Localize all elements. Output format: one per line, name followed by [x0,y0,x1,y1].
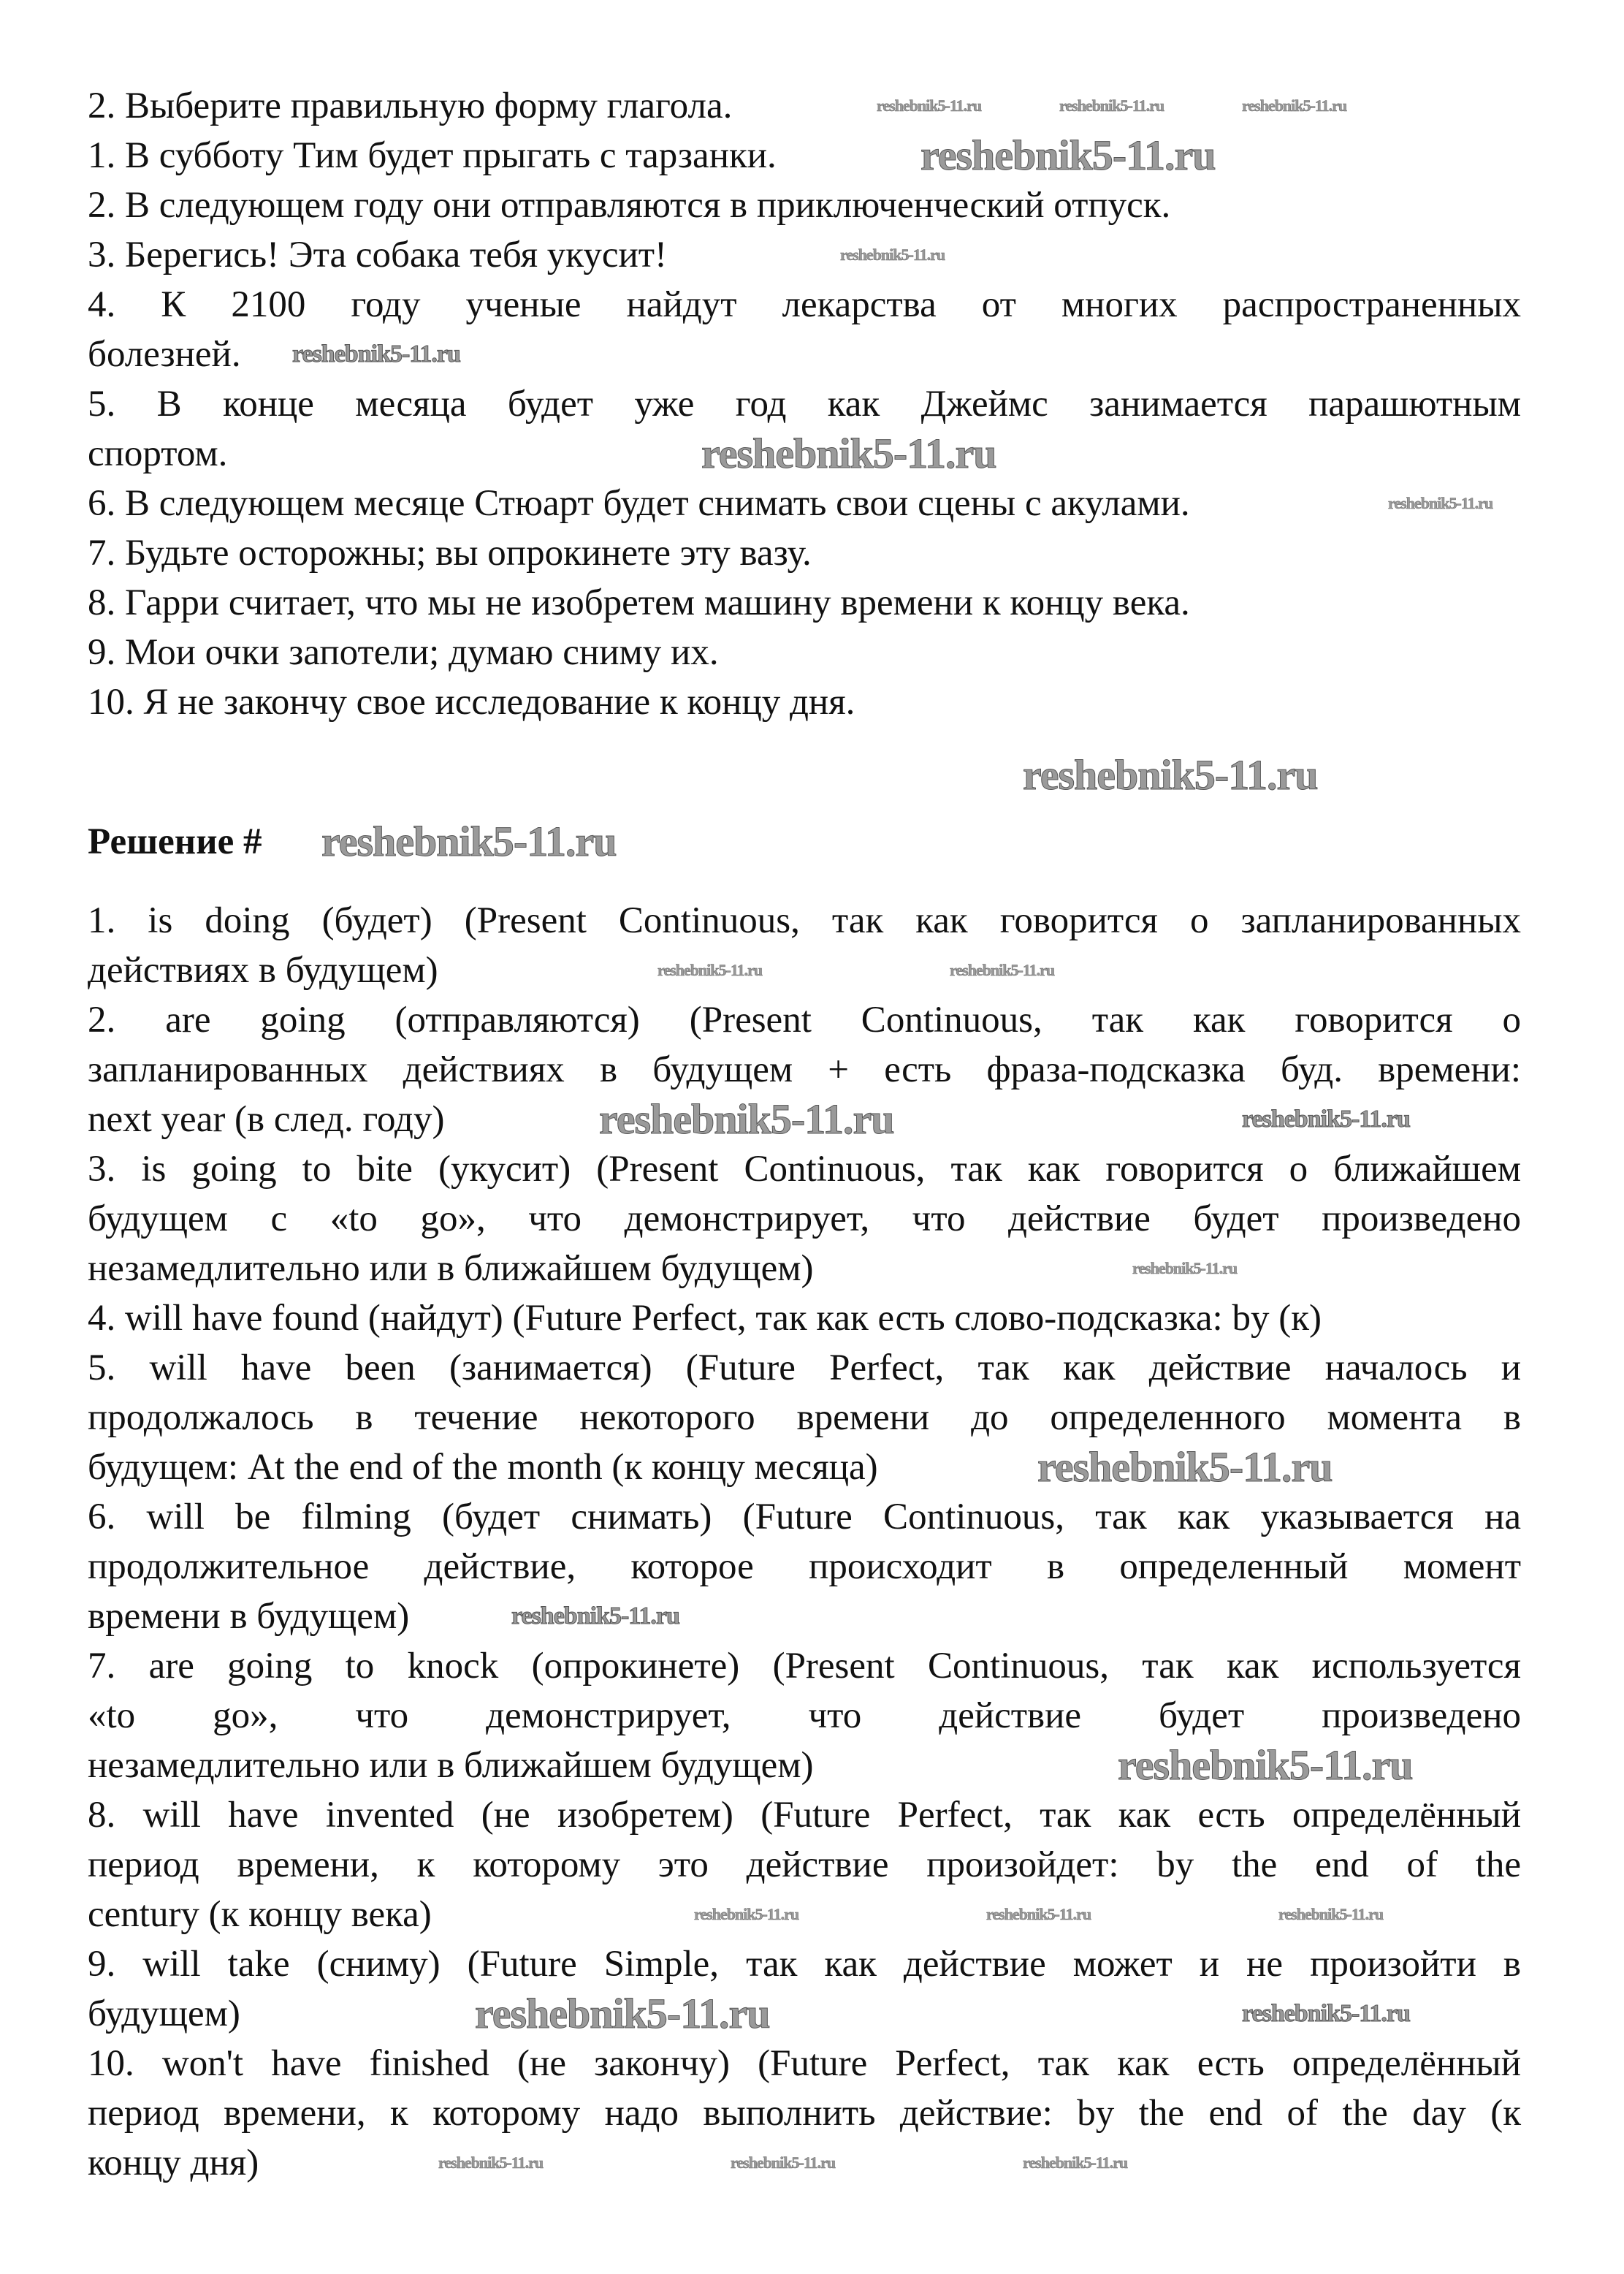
answer-line: 9. will take (сниму) (Future Simple, так как действие может и не произойти в [88,1944,1521,1985]
answer-line: времени в будущем) [88,1596,410,1637]
question-line: 6. В следующем месяце Стюарт будет снимать свои сцены с акулами. [88,483,1190,524]
watermark: reshebnik5-11.ru [840,246,945,264]
answer-line: «to go», что демонстрирует, что действие будет произведено [88,1695,1521,1736]
answer-line: 1. is doing (будет) (Present Continuous, так как говорится о запланированных [88,900,1521,941]
answer-line: 7. are going to knock (опрокинете) (Present Continuous, так как используется [88,1646,1521,1687]
answer-line: 8. will have invented (не изобретем) (Future Perfect, так как есть определённый [88,1795,1521,1836]
answer-line: next year (в след. году) [88,1099,445,1140]
answer-line: незамедлительно или в ближайшем будущем) [88,1745,814,1786]
watermark: reshebnik5-11.ru [1023,2153,1128,2172]
question-line: 5. В конце месяца будет уже год как Джеймс занимается парашютным [88,384,1521,425]
watermark: reshebnik5-11.ru [475,1990,770,2037]
watermark: reshebnik5-11.ru [877,96,982,115]
question-line: 10. Я не закончу свое исследование к концу дня. [88,682,855,723]
question-line: 2. Выберите правильную форму глагола. [88,85,733,126]
answer-line: будущем) [88,1993,240,2034]
question-line: спортом. [88,433,228,474]
watermark: reshebnik5-11.ru [701,430,996,477]
watermark: reshebnik5-11.ru [731,2153,836,2172]
watermark: reshebnik5-11.ru [950,961,1055,979]
question-line: болезней. [88,334,241,375]
answer-line: запланированных действиях в будущем + есть фраза-подсказка буд. времени: [88,1049,1521,1090]
answer-line: будущем с «to go», что демонстрирует, что действие будет произведено [88,1198,1521,1239]
watermark: reshebnik5-11.ru [1037,1443,1333,1491]
watermark: reshebnik5-11.ru [438,2153,544,2172]
watermark: reshebnik5-11.ru [292,341,460,368]
watermark: reshebnik5-11.ru [599,1095,894,1143]
answer-line: 4. will have found (найдут) (Future Perfect, так как есть слово-подсказка: by (к) [88,1298,1322,1339]
answer-line: период времени, к которому надо выполнить действие: by the end of the day (к [88,2093,1521,2134]
question-line: 4. К 2100 году ученые найдут лекарства от многих распространенных [88,284,1521,325]
watermark: reshebnik5-11.ru [1023,751,1318,799]
watermark: reshebnik5-11.ru [986,1905,1091,1923]
question-line: 9. Мои очки запотели; думаю сниму их. [88,632,719,673]
answer-line: концу дня) [88,2142,259,2183]
answer-line: период времени, к которому это действие произойдет: by the end of the [88,1844,1521,1885]
watermark: reshebnik5-11.ru [1132,1259,1238,1277]
answer-line: 3. is going to bite (укусит) (Present Continuous, так как говорится о ближайшем [88,1149,1521,1190]
answer-line: будущем: At the end of the month (к концу месяца) [88,1447,878,1488]
answer-line: продолжалось в течение некоторого времени до определенного момента в [88,1397,1521,1438]
watermark: reshebnik5-11.ru [657,961,763,979]
answer-line: продолжительное действие, которое происходит в определенный момент [88,1546,1521,1587]
watermark: reshebnik5-11.ru [694,1905,799,1923]
answer-line: 2. are going (отправляются) (Present Continuous, так как говорится о [88,1000,1521,1041]
answer-line: незамедлительно или в ближайшем будущем) [88,1248,814,1289]
watermark: reshebnik5-11.ru [1388,494,1493,512]
question-line: 3. Берегись! Эта собака тебя укусит! [88,235,668,275]
watermark: reshebnik5-11.ru [1278,1905,1384,1923]
solution-heading: Решение # [88,821,262,862]
watermark: reshebnik5-11.ru [1118,1741,1413,1789]
watermark: reshebnik5-11.ru [1242,2000,1410,2027]
question-line: 2. В следующем году они отправляются в приключенческий отпуск. [88,185,1171,226]
question-line: 8. Гарри считает, что мы не изобретем машину времени к концу века. [88,582,1190,623]
answer-line: действиях в будущем) [88,950,438,991]
answer-line: century (к концу века) [88,1894,432,1935]
question-line: 7. Будьте осторожны; вы опрокинете эту вазу. [88,533,812,574]
answer-line: 5. will have been (занимается) (Future Perfect, так как действие началось и [88,1347,1521,1388]
watermark: reshebnik5-11.ru [1242,1106,1410,1133]
answer-line: 10. won't have finished (не закончу) (Future Perfect, так как есть определённый [88,2043,1521,2084]
answer-line: 6. will be filming (будет снимать) (Future Continuous, так как указывается на [88,1497,1521,1537]
watermark: reshebnik5-11.ru [1242,96,1347,115]
watermark: reshebnik5-11.ru [511,1602,679,1630]
question-line: 1. В субботу Тим будет прыгать с тарзанки. [88,135,777,176]
watermark: reshebnik5-11.ru [321,818,617,865]
watermark: reshebnik5-11.ru [920,132,1216,179]
watermark: reshebnik5-11.ru [1059,96,1164,115]
